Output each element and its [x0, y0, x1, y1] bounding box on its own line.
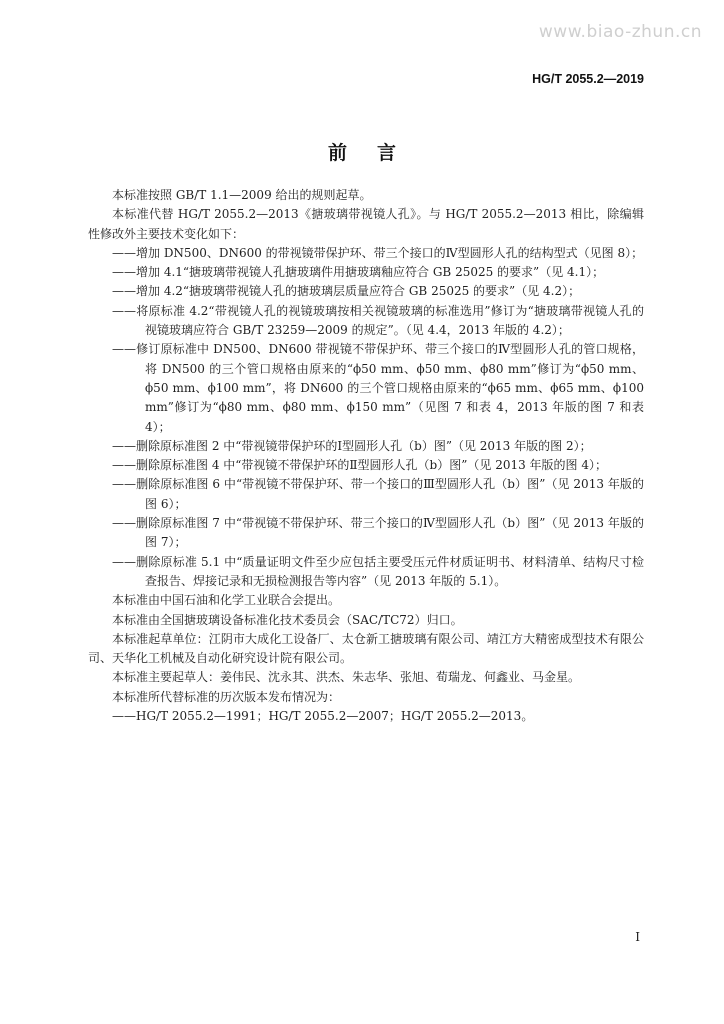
change-item: ——删除原标准图 2 中“带视镜带保护环的Ⅰ型圆形人孔（b）图”（见 2013 年版的图 2）；	[112, 438, 592, 453]
change-item: ——增加 4.1“搪玻璃带视镜人孔搪玻璃件用搪玻璃釉应符合 GB 25025 的要求”（见 4.1）；	[112, 265, 605, 280]
change-item: ——删除原标准图 6 中“带视镜不带保护环、带一个接口的Ⅲ型圆形人孔（b）图”（见 2013 年版的图 6）；	[112, 477, 644, 511]
change-item: ——增加 4.2“搪玻璃带视镜人孔的搪玻璃层质量应符合 GB 25025 的要求”（见 4.2）；	[112, 284, 581, 299]
change-item: ——删除原标准 5.1 中“质量证明文件至少应包括主要受压元件材质证明书、材料清单、结构尺寸检查报告、焊接记录和无损检测报告等内容”（见 2013 年版的 5.1）。	[112, 554, 644, 588]
change-item: ——删除原标准图 7 中“带视镜不带保护环、带三个接口的Ⅳ型圆形人孔（b）图”（见 2013 年版的图 7）；	[112, 516, 644, 550]
paragraph-proposer: 本标准由中国石油和化学工业联合会提出。	[112, 593, 341, 608]
paragraph-drafting-units: 本标准起草单位：江阴市大成化工设备厂、太仓新工搪玻璃有限公司、靖江方大精密成型技术有限公司、天华化工机械及自动化研究设计院有限公司。	[88, 631, 644, 666]
paragraph-drafting-rules: 本标准按照 GB/T 1.1—2009 给出的规则起草。	[112, 188, 372, 202]
paragraph-replacement: 本标准代替 HG/T 2055.2—2013《搪玻璃带视镜人孔》。与 HG/T 2055.2—2013 相比，除编辑性修改外主要技术变化如下：	[88, 207, 644, 241]
watermark: www.biao-zhun.cn	[538, 22, 702, 42]
standard-number: HG/T 2055.2—2019	[532, 72, 644, 86]
page-title: 前言	[327, 142, 426, 164]
history-item: ——HG/T 2055.2—1991；HG/T 2055.2—2007；HG/T 2055.2—2013。	[112, 709, 534, 724]
change-item: ——增加 DN500、DN600 的带视镜带保护环、带三个接口的Ⅳ型圆形人孔的结构型式（见图 8）；	[112, 245, 644, 260]
change-item: ——删除原标准图 4 中“带视镜不带保护环的Ⅱ型圆形人孔（b）图”（见 2013 年版的图 4）；	[112, 458, 607, 473]
paragraph-history-intro: 本标准所代替标准的历次版本发布情况为：	[112, 689, 341, 704]
change-item: ——将原标准 4.2“带视镜人孔的视镜玻璃按相关视镜玻璃的标准选用”修订为“搪玻璃带视镜人孔的视镜玻璃应符合 GB/T 23259—2009 的规定”。（见 4.4，2013 年版的 4.2）；	[112, 303, 644, 338]
change-item: ——修订原标准中 DN500、DN600 带视镜不带保护环、带三个接口的Ⅳ型圆形人孔的管口规格，将 DN500 的三个管口规格由原来的“ϕ50 mm、ϕ50 mm、ϕ80 mm”修订为“ϕ50 mm、ϕ50 mm、ϕ100 mm”，将 DN600 的三个管口规格由原来的“ϕ65 mm、ϕ65 mm、ϕ100 mm”修订为“ϕ80 mm、ϕ80 mm、ϕ150 mm”（见图 7 和表 4，2013 年版的图 7 和表 4）；	[112, 342, 644, 434]
document-body	[88, 186, 644, 726]
paragraph-drafters: 本标准主要起草人：姜伟民、沈永其、洪杰、朱志华、张旭、荀瑞龙、何鑫业、马金星。	[112, 670, 581, 685]
paragraph-committee: 本标准由全国搪玻璃设备标准化技术委员会（SAC/TC72）归口。	[112, 612, 463, 627]
page-number: Ⅰ	[635, 930, 640, 944]
